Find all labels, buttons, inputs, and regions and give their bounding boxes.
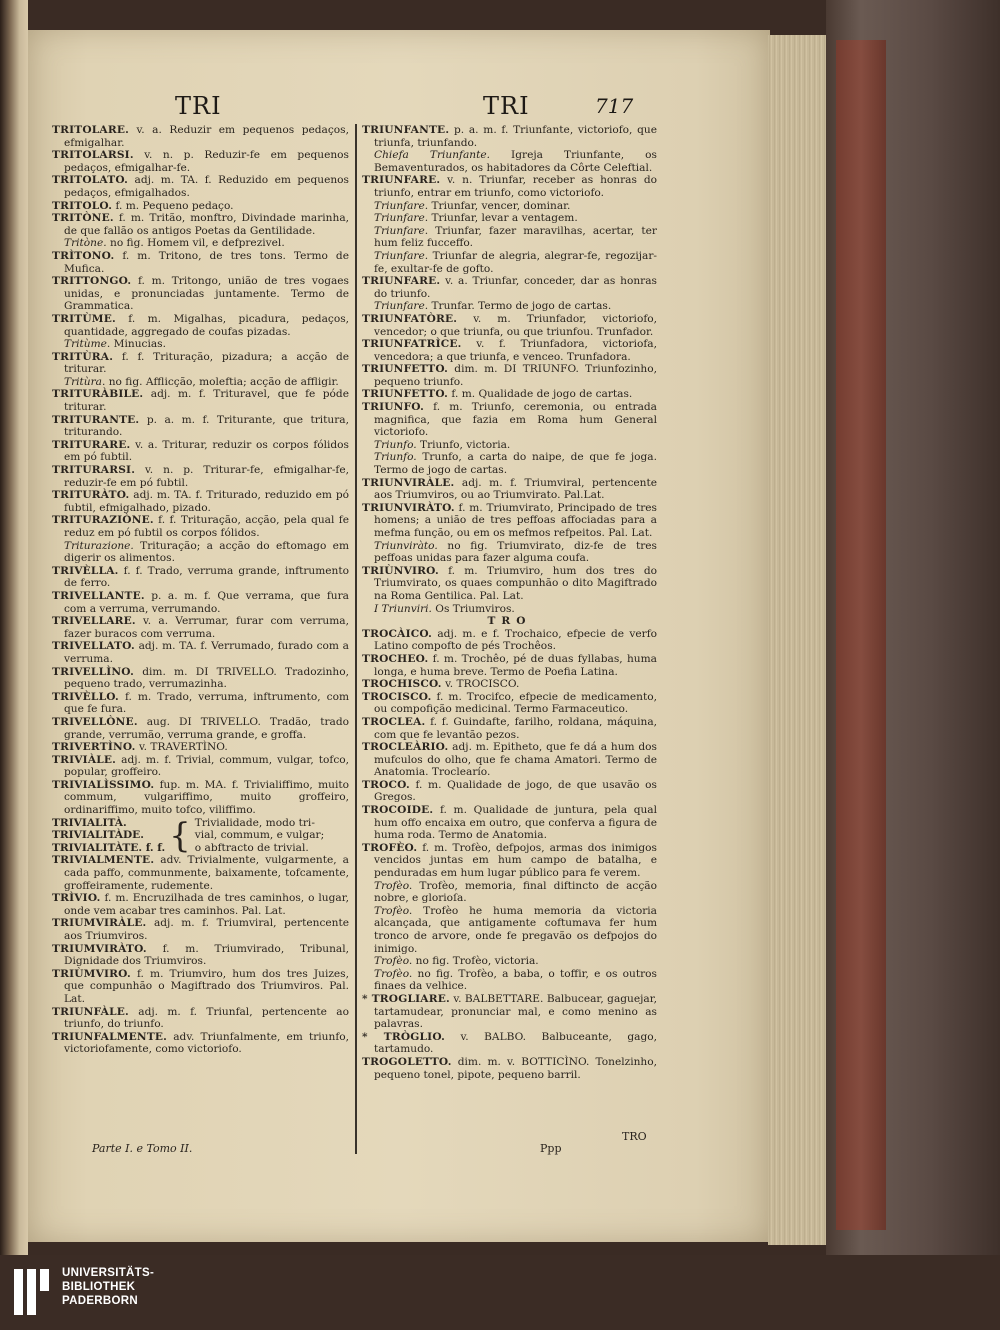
dictionary-entry — [52, 124, 349, 149]
entry-definition: Trofèo he huma memoria da victoria alcançada, que antigamente coftumava fer hum tronco de arvore, onde fe pregavão os defpojos do inimigo. — [374, 904, 657, 955]
entry-headword: TRIUNFÀLE. — [52, 1005, 129, 1018]
entry-headword: TRIUNFO. — [362, 401, 424, 414]
entry-sense — [52, 540, 349, 565]
entry-definition: v. TRAVERTÌNO. — [135, 741, 228, 754]
entry-definition: f. m. Qualidade de juntura, pela qual hum offo encaixa em outro, que conferva a figura de huma roda. Termo de Anatomia. — [374, 804, 657, 842]
entry-headword: TRITURARSI. — [52, 464, 136, 477]
dictionary-entry — [52, 212, 349, 237]
dictionary-entry — [362, 716, 657, 741]
entry-definition: adj. m. e f. Trochaico, efpecie de verfo Latino compofto de pés Trochêos. — [374, 627, 657, 653]
entry-headword: TROCÀICO. — [362, 627, 433, 640]
page-edges — [768, 35, 828, 1245]
dictionary-entry — [52, 414, 349, 439]
entry-headword: TRIVÈLLO. — [52, 690, 119, 703]
bracket-line: o abftracto de trivial. — [194, 841, 309, 854]
dictionary-entry — [52, 590, 349, 615]
entry-definition: f. m. Tritono, de tres tons. Termo de Mufica. — [64, 249, 349, 275]
dictionary-entry — [362, 741, 657, 779]
dictionary-entry — [52, 439, 349, 464]
entry-definition: f. m. Tritão, monftro, Divindade marinha, de que fallão os antigos Poetas da Gentilidade. — [64, 212, 349, 237]
dictionary-entry — [362, 565, 657, 603]
entry-definition: f. m. Qualidade de jogo de cartas. — [448, 388, 633, 401]
dictionary-entry — [362, 401, 657, 439]
entry-definition: f. m. Trocifco, efpecie de medicamento, ou compofição medicinal. Termo Farmaceutico. — [374, 690, 657, 716]
bracket-group — [52, 817, 324, 855]
dictionary-entry — [362, 338, 657, 363]
cover-spine-leather — [836, 40, 886, 1230]
entry-definition: Trunfar. Termo de jogo de cartas. — [428, 300, 612, 313]
entry-headword: TRIVELLÌNO. — [52, 665, 134, 678]
entry-headword: TRITURANTE. — [52, 413, 140, 426]
entry-headword: TRIUNFATRÌCE. — [362, 338, 462, 351]
sense-label: Tritùme. — [64, 338, 111, 351]
entry-definition: dim. m. DI TRIUNFO. Triunfozinho, pequeno triunfo. — [374, 363, 657, 388]
dictionary-entry — [362, 993, 657, 1031]
right-column — [362, 124, 657, 1081]
dictionary-entry — [52, 275, 349, 313]
sense-label: Triunfo. — [374, 451, 417, 464]
entry-headword: TRIUNFARE. — [362, 275, 441, 288]
dictionary-entry — [362, 174, 657, 199]
dictionary-entry — [52, 514, 349, 539]
entry-headword: TRITURAZIÒNE. — [52, 514, 154, 527]
entry-headword: TRIUNFANTE. — [362, 124, 450, 136]
sense-label: Triunfare. — [374, 199, 429, 212]
entry-definition: adj. m. f. Trituravel, que fe póde triturar. — [64, 388, 349, 414]
entry-headword: TRIVÈLLA. — [52, 564, 119, 577]
left-column — [52, 124, 349, 1056]
entry-definition: Trituração; a acção do eftomago em digerir os alimentos. — [64, 539, 349, 565]
sense-label: Triunfare. — [374, 224, 429, 237]
entry-definition: adj. m. f. Triumviral, pertencente aos Triumviros, ou ao Triumvirato. Pal.Lat. — [374, 476, 657, 502]
entry-sense — [362, 968, 657, 993]
entry-definition: Trofèo, memoria, final diftincto de acção nobre, e glorioſa. — [374, 879, 657, 905]
sense-label: Trofèo. — [374, 955, 413, 968]
dictionary-entry — [52, 892, 349, 917]
entry-headword: TRIUNVIRÀTO. — [362, 501, 455, 514]
entry-sense — [362, 540, 657, 565]
entry-definition: no fig. Afflicção, moleftia; acção de affligir. — [105, 375, 339, 388]
dictionary-entry — [362, 477, 657, 502]
dictionary-entry — [362, 275, 657, 300]
dictionary-entry — [52, 388, 349, 413]
dictionary-entry — [362, 363, 657, 388]
entry-definition: dim. m. DI TRIVELLO. Tradozinho, pequeno trado, verrumazinha. — [64, 665, 349, 691]
entry-headword: TRITURÀTO. — [52, 489, 130, 502]
entry-definition: aug. DI TRIVELLO. Tradão, trado grande, verrumão, verruma grande, e groffa. — [64, 715, 349, 741]
entry-definition: Triunfar, vencer, dominar. — [428, 199, 571, 212]
signature-mark: Ppp — [540, 1142, 562, 1155]
entry-headword: TRIUNVIRÀLE. — [362, 476, 455, 489]
entry-definition: Os Triumviros. — [431, 602, 515, 615]
entry-headword: TRIVELLATO. — [52, 640, 135, 653]
bracket-line: vial, commum, e vulgar; — [194, 829, 325, 842]
entry-headword: TRÌTONO. — [52, 249, 115, 262]
entry-definition: f. m. Triumviro, hum dos tres Juizes, que compunhão o Magiftrado dos Triumviros. Pal. Lat. — [64, 967, 349, 1005]
left-entry-list-2 — [52, 854, 349, 1056]
dictionary-entry — [52, 917, 349, 942]
entry-headword: TRIUMVIRÀLE. — [52, 917, 147, 930]
entry-definition: p. a. m. f. Triturante, que tritura, triturando. — [64, 413, 349, 439]
catchword: TRO — [622, 1130, 647, 1143]
entry-headword: TROCOIDE. — [362, 804, 434, 817]
entry-definition: f. f. Trituração, acção, pela qual fe reduz em pó fubtil os corpos fólidos. — [64, 514, 349, 539]
entry-definition: dim. m. v. BOTTICÌNO. Tonelzinho, pequeno tonel, pipote, pequeno barril. — [374, 1055, 657, 1081]
entry-headword: TRIÙNVIRO. — [362, 564, 439, 577]
sense-label: Trofèo. — [374, 904, 413, 917]
page-number: 717 — [595, 94, 634, 118]
entry-definition: fup. m. MA. f. Trivialiffimo, muito commum, vulgariffimo, muito groffeiro, ordinariffimo, muito tofco, viliffimo. — [64, 778, 349, 817]
entry-definition: adj. m. f. Triunfal, pertencente ao triunfo, do triunfo. — [64, 1005, 349, 1031]
entry-headword: TRITÙME. — [52, 312, 116, 325]
entry-definition: no fig. Homem vil, e defprezivel. — [106, 237, 285, 250]
dictionary-entry — [52, 779, 349, 817]
entry-sense — [362, 200, 657, 213]
entry-headword: * TROGLIARE. — [362, 992, 450, 1005]
dictionary-entry — [52, 351, 349, 376]
bracket-head: TRIVIALITÀ. — [52, 816, 127, 829]
entry-definition: f. m. Triumvirado, Tribunal, Dignidade dos Triumviros. — [64, 942, 349, 968]
bracket-head: TRIVIALITÀDE. — [52, 829, 144, 842]
entry-definition: adj. m. Epitheto, que fe dá a hum dos mufculos do olho, que fe chama Amatori. Termo de Anatomia. Troclearío. — [374, 741, 657, 779]
sense-label: Triunfare. — [374, 249, 429, 262]
entry-definition: v. n. p. Triturar-fe, efmigalhar-fe, reduzir-fe em pó fubtil. — [64, 464, 349, 489]
entry-definition: f. m. Trochêo, pé de duas fyllabas, huma longa, e huma breve. Termo de Poefia Latina. — [374, 652, 657, 678]
sense-label: Triunfare. — [374, 212, 429, 225]
entry-definition: Triunfo, victoria. — [416, 438, 511, 451]
column-rule — [355, 124, 357, 1154]
entry-headword: TRIUNFATÒRE. — [362, 312, 458, 325]
entry-definition: f. f. Guindafte, farilho, roldana, máquina, com que fe levantão pezos. — [374, 715, 657, 741]
dictionary-entry — [52, 741, 349, 754]
entry-definition: no fig. Trofèo, victoria. — [412, 955, 539, 968]
dictionary-entry — [362, 388, 657, 401]
entry-headword: TRIÙMVIRO. — [52, 967, 131, 980]
entry-definition: f. m. Triunfo, ceremonia, ou entrada magnifica, que fazia em Roma hum General victoriofo. — [374, 401, 657, 439]
entry-headword: TRIVIALÌSSIMO. — [52, 778, 155, 791]
entry-sense — [362, 225, 657, 250]
entry-headword: TRIUMVIRÀTO. — [52, 942, 147, 955]
brace-glyph: { — [169, 815, 191, 856]
running-head-right: TRI — [483, 92, 530, 120]
entry-headword: TROFÈO. — [362, 841, 418, 854]
library-name-line2: BIBLIOTHEK — [62, 1281, 136, 1293]
dictionary-entry — [52, 313, 349, 338]
sense-label: Trofèo. — [374, 879, 413, 892]
entry-definition: Triunfar, levar a ventagem. — [428, 212, 578, 225]
library-name-line1: UNIVERSITÄTS- — [62, 1267, 155, 1279]
entry-headword: TRITURÀBILE. — [52, 388, 144, 401]
dictionary-entry — [52, 1031, 349, 1056]
dictionary-entry — [362, 313, 657, 338]
entry-definition: p. a. m. f. Que verrama, que fura com a verruma, verrumando. — [64, 589, 349, 615]
sense-label: Trofèo. — [374, 967, 413, 980]
entry-sense — [362, 300, 657, 313]
entry-sense — [362, 212, 657, 225]
entry-sense — [362, 439, 657, 452]
dictionary-entry — [52, 464, 349, 489]
entry-definition: Trunfo, a carta do naipe, de que fe joga. Termo de jogo de cartas. — [374, 451, 657, 477]
entry-definition: v. n. Triunfar, receber as honras do triunfo, entrar em triunfo, como victoriofo. — [374, 174, 657, 199]
dictionary-entry — [52, 666, 349, 691]
entry-headword: TROCHISCO. — [362, 678, 442, 691]
dictionary-entry — [362, 628, 657, 653]
entry-headword: * TRÒGLIO. — [362, 1030, 446, 1043]
entry-definition: f. m. Tritongo, união de tres vogaes unidas, e pronunciadas juntamente. Termo de Grammatica. — [64, 275, 349, 313]
sense-label: Triunfo. — [374, 438, 417, 451]
volume-note: Parte I. e Tomo II. — [92, 1142, 193, 1155]
dictionary-entry — [52, 250, 349, 275]
entry-headword: TRIVELLANTE. — [52, 589, 145, 602]
entry-definition: v. a. Verrumar, furar com verruma, fazer buracos com verruma. — [64, 615, 349, 640]
dictionary-entry — [362, 1031, 657, 1056]
entry-definition: adj. m. TA. f. Verrumado, furado com a verruma. — [64, 640, 349, 665]
bracket-head: TRIVIALITÀTE. f. f. — [52, 841, 166, 854]
entry-definition: f. m. Triumvirato, Principado de tres homens; a união de tres peffoas affociadas para a mefma função, ou em os mefmos refpeitos. Pal. Lat. — [374, 501, 657, 539]
entry-definition: adv. Trivialmente, vulgarmente, a cada paffo, communmente, baixamente, tofcamente, groffeiramente, rudemente. — [64, 854, 349, 892]
entry-definition: f. m. Trofèo, defpojos, armas dos inimigos vencidos juntas em hum campo de batalha, e penduradas em hum lugar público para fe verem. — [374, 841, 657, 880]
sense-label: Tritùra. — [64, 375, 106, 388]
entry-definition: p. a. m. f. Triunfante, victoriofo, que triunfa, triunfando. — [374, 124, 657, 149]
entry-sense — [52, 376, 349, 389]
entry-sense — [362, 603, 657, 616]
entry-definition: v. a. Triturar, reduzir os corpos fólidos em pó fubtil. — [64, 438, 349, 464]
entry-definition: f. f. Trado, verruma grande, inftrumento de ferro. — [64, 564, 349, 590]
entry-headword: TROCHEO. — [362, 652, 429, 665]
entry-definition: v. f. Triunfadora, victoriofa, vencedora; a que triunfa, e venceo. Trunfadora. — [374, 338, 657, 363]
entry-sense — [362, 250, 657, 275]
entry-headword: TRIUNFALMENTE. — [52, 1030, 168, 1043]
entry-headword: TRIVELLARE. — [52, 615, 136, 628]
entry-definition: adj. m. TA. f. Reduzido em pequenos pedaços, efmigalhados. — [64, 174, 349, 199]
dictionary-entry — [362, 804, 657, 842]
library-name-line3: PADERBORN — [62, 1295, 138, 1307]
dictionary-entry — [52, 854, 349, 892]
entry-definition: v. n. p. Reduzir-fe em pequenos pedaços, efmigalhar-fe. — [64, 149, 349, 174]
entry-headword: TRIVERTÌNO. — [52, 741, 136, 754]
sense-label: I Triunviri. — [374, 602, 432, 615]
entry-definition: f. m. Encruzilhada de tres caminhos, o lugar, onde vem acabar tres caminhos. Pal. Lat. — [64, 892, 349, 917]
sense-label: Triunfare. — [374, 300, 429, 313]
entry-definition: v. BALBO. Balbuceante, gago, tartamudo. — [374, 1030, 657, 1056]
entry-headword: TRITÙRA. — [52, 350, 114, 363]
dictionary-entry — [52, 943, 349, 968]
entry-sense — [362, 955, 657, 968]
entry-definition: v. m. Triunfador, victoriofo, vencedor; o que triunfa, ou que triunfou. Trunfador. — [374, 312, 657, 338]
sense-label: Triunviràto. — [374, 539, 438, 552]
running-head-left: TRI — [175, 92, 222, 120]
entry-headword: TRIVIALMENTE. — [52, 854, 155, 867]
entry-headword: TRITOLARE. — [52, 124, 129, 136]
sense-label: Tritòne. — [64, 237, 107, 250]
dictionary-entry — [362, 653, 657, 678]
entry-definition: Triunfar de alegria, alegrar-fe, regozijar-fe, exultar-fe de gofto. — [374, 249, 657, 275]
entry-headword: TRIUNFARE. — [362, 174, 441, 187]
entry-headword: TRÌVIO. — [52, 892, 101, 905]
entry-definition: adj. m. TA. f. Triturado, reduzido em pó fubtil, efmigalhado, pizado. — [64, 489, 349, 514]
entry-definition: f. m. Migalhas, picadura, pedaços, quantidade, aggregado de coufas pizadas. — [64, 312, 349, 338]
entry-sense — [362, 149, 657, 174]
dictionary-entry — [52, 1006, 349, 1031]
dictionary-entry — [52, 489, 349, 514]
dictionary-entry — [362, 678, 657, 691]
dictionary-entry — [52, 565, 349, 590]
dictionary-entry — [52, 716, 349, 741]
entry-headword: TROGOLETTO. — [362, 1055, 452, 1068]
entry-headword: TRITTONGO. — [52, 275, 132, 288]
dictionary-entry — [52, 615, 349, 640]
entry-definition: no fig. Trofèo, a baba, o toffir, e os outros finaes da velhice. — [374, 967, 657, 993]
entry-definition: v. TROCISCO. — [441, 678, 520, 691]
entry-headword: TRITOLATO. — [52, 174, 129, 187]
entry-definition: f. m. Qualidade de jogo, de que usavão os Gregos. — [374, 778, 657, 804]
entry-headword: TRIUNFETTO. — [362, 388, 449, 401]
entry-headword: TRITOLARSI. — [52, 149, 134, 162]
dictionary-entry — [52, 754, 349, 779]
entry-headword: TRITÒNE. — [52, 212, 114, 225]
entry-headword: TROCISCO. — [362, 690, 432, 703]
entry-definition: no fig. Triumvirato, diz-fe de tres peffoas unidas para fazer alguma coufa. — [374, 539, 657, 565]
entry-definition: v. a. Reduzir em pequenos pedaços, efmigalhar. — [64, 124, 349, 149]
entry-sense — [52, 338, 349, 351]
entry-definition: adj. m. f. Triumviral, pertencente aos Triumviros. — [64, 917, 349, 942]
entry-definition: Triunfar, fazer maravilhas, acertar, ter hum feliz fucceffo. — [374, 224, 657, 250]
entry-headword: TROCO. — [362, 778, 410, 791]
right-entry-list — [362, 124, 657, 1081]
entry-definition: adv. Triunfalmente, em triunfo, victoriofamente, como victoriofo. — [64, 1030, 349, 1056]
entry-definition: adj. m. f. Trivial, commum, vulgar, tofco, popular, groffeiro. — [64, 753, 349, 779]
dictionary-entry — [52, 200, 349, 213]
dictionary-entry — [52, 968, 349, 1006]
sense-label: Chiefa Triunfante. — [374, 149, 490, 162]
dictionary-entry — [362, 124, 657, 149]
dictionary-entry — [362, 1056, 657, 1081]
dictionary-entry — [362, 691, 657, 716]
entry-definition: Igreja Triunfante, os Bemaventurados, os habitadores da Côrte Celeftial. — [374, 149, 657, 174]
entry-headword: TROCLEÀRIO. — [362, 741, 449, 754]
left-entry-list — [52, 124, 349, 817]
entry-sense — [362, 905, 657, 955]
entry-sense — [362, 451, 657, 476]
bracket-line: Trivialidade, modo tri- — [194, 816, 315, 829]
entry-headword: TRITURARE. — [52, 438, 131, 451]
entry-definition: f. m. Trado, verruma, inftrumento, com que fe fura. — [64, 690, 349, 716]
entry-definition: f. f. Trituração, pizadura; a acção de triturar. — [64, 350, 349, 376]
entry-definition: v. a. Triunfar, conceder, dar as honras do triunfo. — [374, 275, 657, 300]
dictionary-entry — [52, 691, 349, 716]
dictionary-entry — [52, 174, 349, 199]
entry-definition: Minucias. — [110, 338, 166, 351]
entry-definition: f. m. Triumviro, hum dos tres do Triumvirato, os quaes compunhão o dito Magiftrado na Roma Gentilica. Pal. Lat. — [374, 564, 657, 602]
dictionary-entry — [362, 502, 657, 540]
dictionary-entry — [52, 149, 349, 174]
entry-headword: TRIVELLÒNE. — [52, 715, 138, 728]
entry-headword: TROCLEA. — [362, 715, 426, 728]
entry-headword: TRIVIÀLE. — [52, 753, 117, 766]
facing-page-edge — [0, 0, 28, 1255]
entry-definition: v. BALBETTARE. Balbucear, gaguejar, tartamudear, pronunciar mal, e como menino as palavras. — [374, 992, 657, 1031]
entry-definition: f. m. Pequeno pedaço. — [112, 199, 234, 212]
entry-headword: TRITOLO. — [52, 199, 113, 212]
sense-label: Triturazione. — [64, 539, 134, 552]
entry-sense — [362, 880, 657, 905]
dictionary-entry — [362, 779, 657, 804]
entry-headword: TRIUNFETTO. — [362, 363, 449, 376]
dictionary-entry — [52, 640, 349, 665]
section-heading: TRO — [487, 615, 532, 628]
entry-sense — [52, 237, 349, 250]
dictionary-entry — [362, 842, 657, 880]
library-logo-icon — [12, 1267, 52, 1317]
